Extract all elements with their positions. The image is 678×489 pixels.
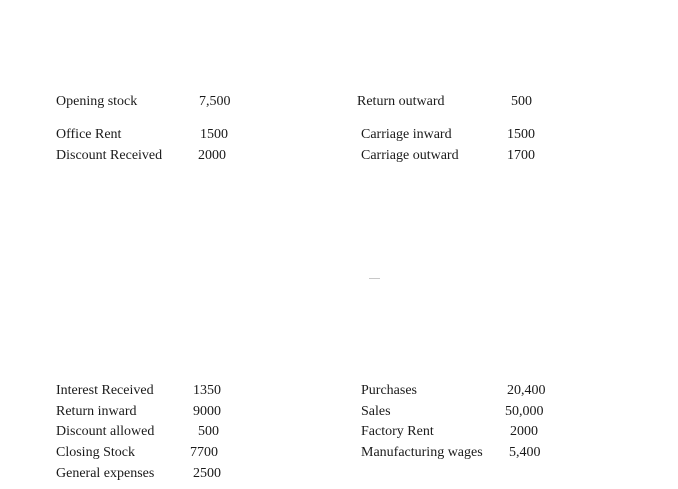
sales-label: Sales (361, 404, 391, 419)
discount-received-value: 2000 (198, 148, 226, 163)
discount-allowed-label: Discount allowed (56, 424, 155, 439)
closing-stock-value: 7700 (190, 445, 218, 460)
carriage-inward-value: 1500 (507, 127, 535, 142)
office-rent-label: Office Rent (56, 127, 122, 142)
return-inward-value: 9000 (193, 404, 221, 419)
manufacturing-wages-label: Manufacturing wages (361, 445, 483, 460)
return-outward-label: Return outward (357, 94, 445, 109)
office-rent-value: 1500 (200, 127, 228, 142)
return-outward-value: 500 (511, 94, 532, 109)
manufacturing-wages-value: 5,400 (509, 445, 541, 460)
factory-rent-value: 2000 (510, 424, 538, 439)
carriage-inward-label: Carriage inward (361, 127, 452, 142)
discount-allowed-value: 500 (198, 424, 219, 439)
opening-stock-value: 7,500 (199, 94, 231, 109)
purchases-value: 20,400 (507, 383, 546, 398)
purchases-label: Purchases (361, 383, 417, 398)
return-inward-label: Return inward (56, 404, 137, 419)
carriage-outward-label: Carriage outward (361, 148, 459, 163)
general-expenses-value: 2500 (193, 466, 221, 481)
interest-received-value: 1350 (193, 383, 221, 398)
discount-received-label: Discount Received (56, 148, 163, 163)
stray-mark (369, 278, 380, 279)
sales-value: 50,000 (505, 404, 544, 419)
general-expenses-label: General expenses (56, 466, 155, 481)
opening-stock-label: Opening stock (56, 94, 138, 109)
closing-stock-label: Closing Stock (56, 445, 135, 460)
factory-rent-label: Factory Rent (361, 424, 434, 439)
carriage-outward-value: 1700 (507, 148, 535, 163)
interest-received-label: Interest Received (56, 383, 154, 398)
